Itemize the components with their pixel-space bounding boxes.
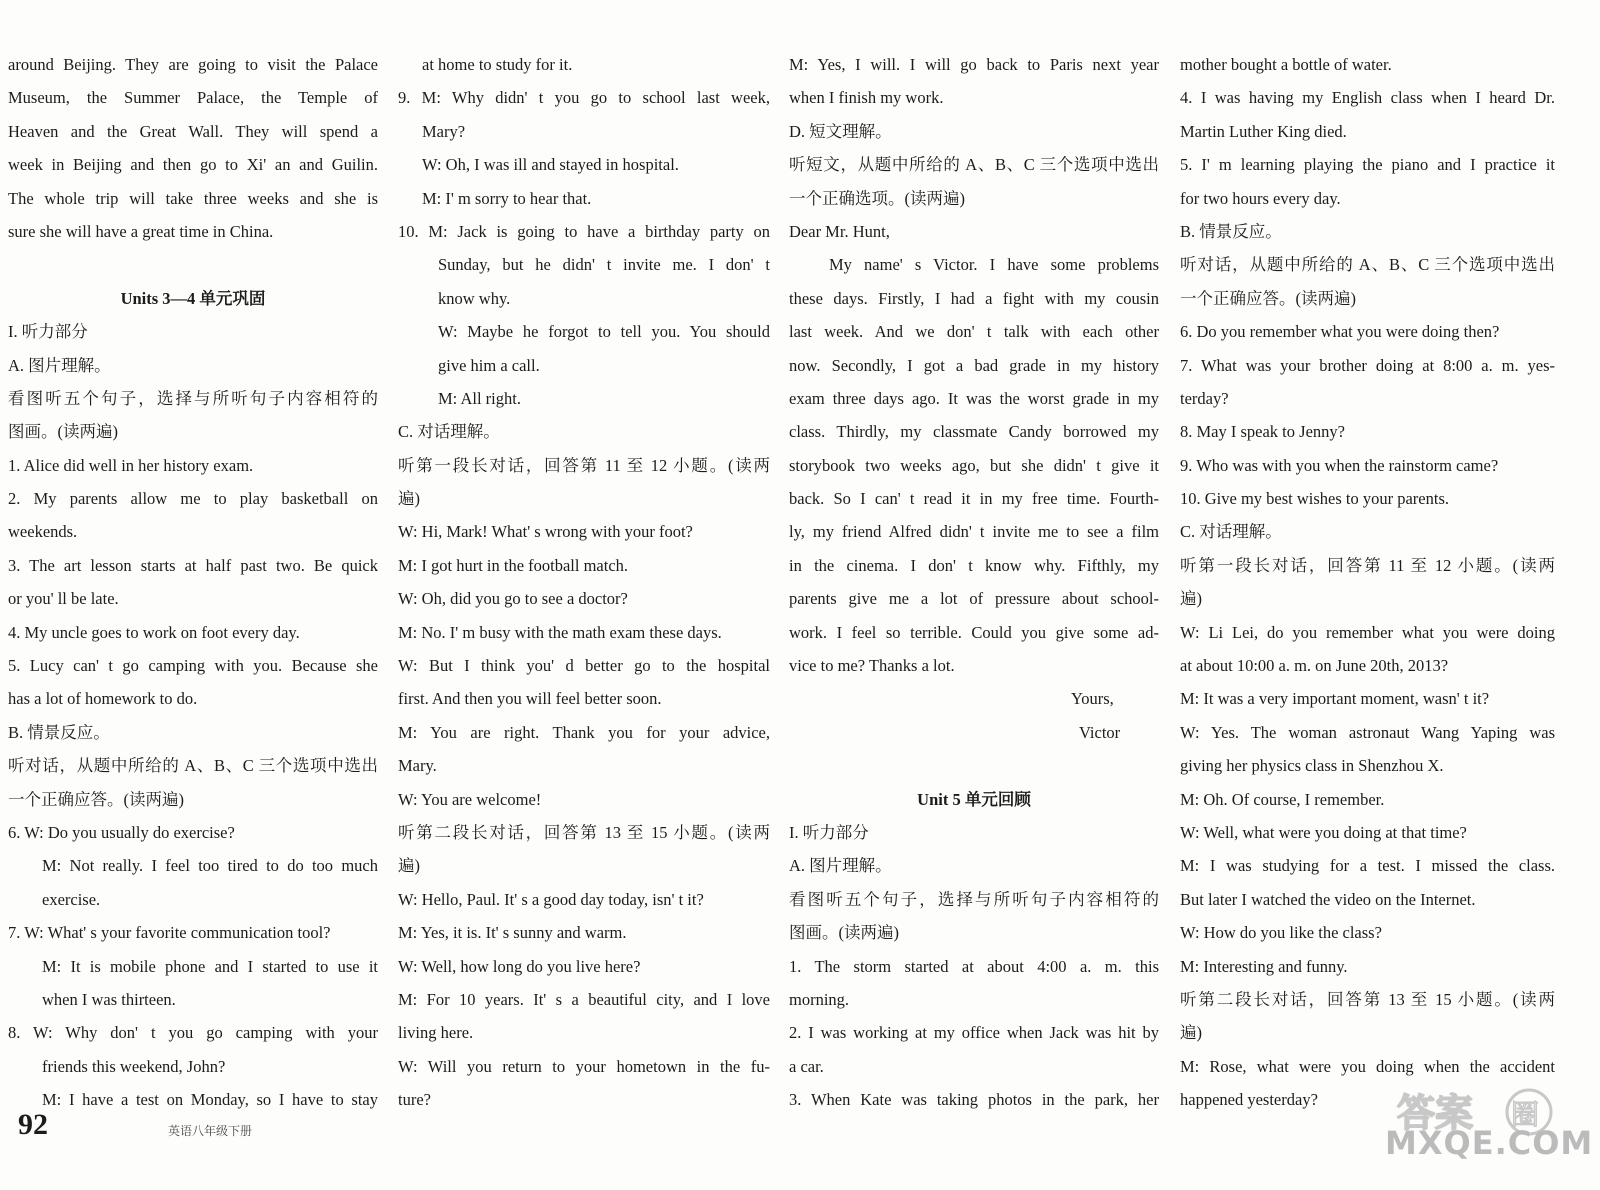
text-line: 3. The art lesson starts at half past two. Be quick xyxy=(8,555,378,575)
text-line: 4. My uncle goes to work on foot every day. xyxy=(8,622,300,642)
book-title: 英语八年级下册 xyxy=(168,1124,253,1138)
text-column-1 xyxy=(8,48,378,1117)
text-line: 看图听五个句子，选择与所听句子内容相符的 xyxy=(789,889,1159,909)
text-line: class. Thirdly, my classmate Candy borrowed my xyxy=(789,422,1159,442)
text-line: Martin Luther King died. xyxy=(1180,121,1347,141)
section-heading: Units 3—4 单元巩固 xyxy=(120,288,266,308)
text-line: mother bought a bottle of water. xyxy=(1180,55,1392,74)
text-line: Mary? xyxy=(422,121,466,141)
text-line: 听第一段长对话，回答第 11 至 12 小题。(读两 xyxy=(1180,555,1555,575)
text-line: 遍) xyxy=(1180,1023,1202,1043)
text-line: Yours, xyxy=(1071,689,1114,709)
text-line: 听第一段长对话，回答第 11 至 12 小题。(读两 xyxy=(398,455,770,475)
text-line: B. 情景反应。 xyxy=(1180,221,1282,241)
text-line: Heaven and the Great Wall. They will spend a xyxy=(8,121,378,141)
text-line: for two hours every day. xyxy=(1180,188,1341,208)
text-line: The whole trip will take three weeks and she is xyxy=(8,188,378,208)
svg-text:圈: 圈 xyxy=(1511,1098,1540,1131)
text-line: W: Maybe he forgot to tell you. You should xyxy=(438,322,770,342)
text-line: I. 听力部分 xyxy=(8,322,88,342)
text-line: morning. xyxy=(789,989,850,1009)
text-line: I. 听力部分 xyxy=(789,822,869,842)
text-line: B. 情景反应。 xyxy=(8,722,110,742)
text-line: M: Rose, what were you doing when the accident xyxy=(1180,1056,1555,1076)
text-line: W: Oh, did you go to see a doctor? xyxy=(398,589,628,609)
text-line: vice to me? Thanks a lot. xyxy=(789,656,955,676)
text-line: 图画。(读两遍) xyxy=(789,923,899,943)
text-line: 遍) xyxy=(1180,589,1202,609)
text-line: Mary. xyxy=(398,756,437,776)
text-line: 8. W: Why don' t you go camping with your xyxy=(8,1023,378,1043)
text-line: C. 对话理解。 xyxy=(398,422,500,442)
spacer xyxy=(789,749,1159,782)
text-line: 2. My parents allow me to play basketball on xyxy=(8,489,378,509)
text-line: Sunday, but he didn' t invite me. I don' t xyxy=(438,255,770,275)
svg-text:答案: 答案 xyxy=(1397,1091,1474,1135)
text-line: But later I watched the video on the Internet. xyxy=(1180,889,1476,909)
text-line: exam three days ago. It was the worst grade in my xyxy=(789,388,1159,408)
text-line: a car. xyxy=(789,1056,824,1076)
text-line: W: Will you return to your hometown in the fu- xyxy=(398,1056,770,1076)
text-line: 听对话，从题中所给的 A、B、C 三个选项中选出 xyxy=(8,756,378,776)
text-line: 听对话，从题中所给的 A、B、C 三个选项中选出 xyxy=(1180,255,1555,275)
text-line: at home to study for it. xyxy=(422,55,573,74)
text-line: living here. xyxy=(398,1023,474,1043)
text-line: M: It is mobile phone and I started to use it xyxy=(42,956,378,976)
text-line: ture? xyxy=(398,1090,431,1110)
text-line: 5. Lucy can' t go camping with you. Because she xyxy=(8,656,378,676)
text-line: happened yesterday? xyxy=(1180,1090,1318,1110)
watermark-url: MXQE.COM xyxy=(1385,1124,1594,1162)
text-line: M: You are right. Thank you for your advice, xyxy=(398,722,770,742)
text-line: M: I was studying for a test. I missed the class. xyxy=(1180,856,1555,876)
text-line: first. And then you will feel better soon. xyxy=(398,689,662,709)
text-line: 遍) xyxy=(398,489,420,509)
text-line: parents give me a lot of pressure about school- xyxy=(789,589,1159,609)
text-column-2 xyxy=(398,48,770,1117)
text-line: when I was thirteen. xyxy=(42,989,176,1009)
text-line: 听第二段长对话，回答第 13 至 15 小题。(读两 xyxy=(398,822,770,842)
text-line: 5. I' m learning playing the piano and I practice it xyxy=(1180,155,1555,175)
section-heading: Unit 5 单元回顾 xyxy=(917,789,1031,809)
text-line: 9. Who was with you when the rainstorm came? xyxy=(1180,455,1499,475)
text-line: 9. M: Why didn' t you go to school last week, xyxy=(398,88,770,108)
text-line: M: I have a test on Monday, so I have to stay xyxy=(42,1090,378,1110)
text-line: W: How do you like the class? xyxy=(1180,923,1382,943)
text-line: 遍) xyxy=(398,856,420,876)
text-line: 一个正确应答。(读两遍) xyxy=(1180,288,1356,308)
text-column-4 xyxy=(1180,48,1555,1117)
text-line: C. 对话理解。 xyxy=(1180,522,1282,542)
text-line: M: No. I' m busy with the math exam these days. xyxy=(398,622,722,642)
text-line: M: Not really. I feel too tired to do too much xyxy=(42,856,378,876)
text-line: these days. Firstly, I had a fight with my cousin xyxy=(789,288,1159,308)
text-line: 一个正确应答。(读两遍) xyxy=(8,789,184,809)
text-line: M: I' m sorry to hear that. xyxy=(422,188,592,208)
text-line: D. 短文理解。 xyxy=(789,121,892,141)
text-line: 听短文，从题中所给的 A、B、C 三个选项中选出 xyxy=(789,155,1159,175)
text-line: Victor xyxy=(1079,722,1121,742)
text-line: work. I feel so terrible. Could you give some ad- xyxy=(789,622,1159,642)
text-line: M: I got hurt in the football match. xyxy=(398,555,629,575)
text-line: 1. The storm started at about 4:00 a. m. this xyxy=(789,956,1159,976)
text-line: 1. Alice did well in her history exam. xyxy=(8,455,254,475)
text-line: around Beijing. They are going to visit the Palace xyxy=(8,55,378,74)
text-line: M: All right. xyxy=(438,388,521,408)
text-line: now. Secondly, I got a bad grade in my history xyxy=(789,355,1159,375)
text-line: 8. May I speak to Jenny? xyxy=(1180,422,1345,442)
text-line: My name' s Victor. I have some problems xyxy=(829,255,1159,275)
text-line: give him a call. xyxy=(438,355,540,375)
text-line: back. So I can' t read it in my free time. Fourth- xyxy=(789,489,1159,509)
text-line: at about 10:00 a. m. on June 20th, 2013? xyxy=(1180,656,1449,676)
text-line: or you' ll be late. xyxy=(8,589,119,609)
text-line: W: But I think you' d better go to the hospital xyxy=(398,656,770,676)
text-line: last week. And we don' t talk with each other xyxy=(789,322,1159,342)
text-line: when I finish my work. xyxy=(789,88,944,108)
text-line: know why. xyxy=(438,288,511,308)
text-line: W: Hi, Mark! What' s wrong with your foot? xyxy=(398,522,693,542)
text-line: 6. W: Do you usually do exercise? xyxy=(8,822,235,842)
text-line: W: You are welcome! xyxy=(398,789,542,809)
text-line: 10. Give my best wishes to your parents. xyxy=(1180,489,1450,509)
text-line: in the cinema. I don' t know why. Fifthly, my xyxy=(789,555,1159,575)
text-column-3 xyxy=(789,48,1159,1117)
text-line: week in Beijing and then go to Xi' an and Guilin. xyxy=(8,155,378,175)
text-line: M: Yes, it is. It' s sunny and warm. xyxy=(398,923,627,943)
text-line: 10. M: Jack is going to have a birthday party on xyxy=(398,221,770,241)
text-line: sure she will have a great time in China. xyxy=(8,221,274,241)
text-line: 3. When Kate was taking photos in the park, her xyxy=(789,1090,1159,1110)
text-line: W: Well, what were you doing at that time? xyxy=(1180,822,1467,842)
text-line: W: Well, how long do you live here? xyxy=(398,956,641,976)
text-line: M: For 10 years. It' s a beautiful city, and I love xyxy=(398,989,770,1009)
text-line: friends this weekend, John? xyxy=(42,1056,226,1076)
text-line: W: Hello, Paul. It' s a good day today, isn' t it? xyxy=(398,889,704,909)
text-line: giving her physics class in Shenzhou X. xyxy=(1180,756,1444,776)
text-line: W: Oh, I was ill and stayed in hospital. xyxy=(422,155,679,175)
text-line: 7. W: What' s your favorite communication tool? xyxy=(8,923,331,943)
text-line: M: It was a very important moment, wasn' t it? xyxy=(1180,689,1490,709)
text-line: 4. I was having my English class when I heard Dr. xyxy=(1180,88,1555,108)
text-line: W: Li Lei, do you remember what you were doing xyxy=(1180,622,1555,642)
text-line: 看图听五个句子，选择与所听句子内容相符的 xyxy=(8,388,378,408)
text-line: exercise. xyxy=(42,889,101,909)
text-line: storybook two weeks ago, but she didn' t give it xyxy=(789,455,1159,475)
text-line: 7. What was your brother doing at 8:00 a. m. yes- xyxy=(1180,355,1555,375)
text-line: M: Oh. Of course, I remember. xyxy=(1180,789,1385,809)
text-line: 2. I was working at my office when Jack was hit by xyxy=(789,1023,1159,1043)
text-line: M: Interesting and funny. xyxy=(1180,956,1348,976)
text-line: Museum, the Summer Palace, the Temple of xyxy=(8,88,378,108)
text-line: 一个正确选项。(读两遍) xyxy=(789,188,965,208)
text-line: A. 图片理解。 xyxy=(789,856,892,876)
text-line: weekends. xyxy=(8,522,78,542)
page-number: 92 xyxy=(18,1108,48,1141)
spacer xyxy=(8,248,378,281)
text-line: ly, my friend Alfred didn' t invite me to see a film xyxy=(789,522,1159,542)
text-line: 6. Do you remember what you were doing then? xyxy=(1180,322,1500,342)
text-line: terday? xyxy=(1180,388,1229,408)
text-line: M: Yes, I will. I will go back to Paris next year xyxy=(789,55,1159,74)
text-line: has a lot of homework to do. xyxy=(8,689,198,709)
text-line: W: Yes. The woman astronaut Wang Yaping was xyxy=(1180,722,1555,742)
text-line: 听第二段长对话，回答第 13 至 15 小题。(读两 xyxy=(1180,989,1555,1009)
text-line: A. 图片理解。 xyxy=(8,355,111,375)
text-line: Dear Mr. Hunt, xyxy=(789,221,890,241)
text-line: 图画。(读两遍) xyxy=(8,422,118,442)
